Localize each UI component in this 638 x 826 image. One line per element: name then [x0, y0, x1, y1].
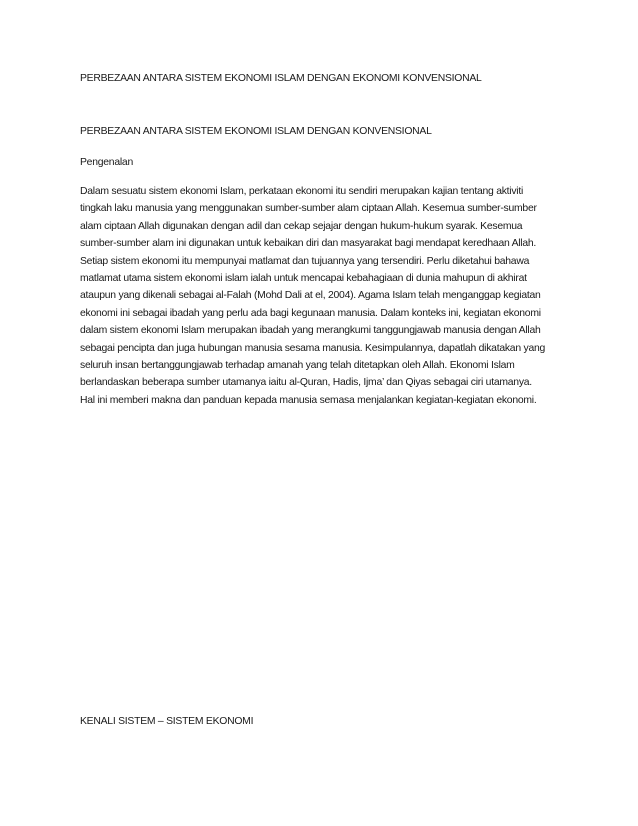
paragraph-line: ataupun yang dikenali sebagai al-Falah (Mohd Dali at el, 2004). Agama Islam telah menganggap kegiatan	[80, 290, 541, 302]
section-heading-pengenalan: Pengenalan	[80, 157, 133, 168]
paragraph-line: Setiap sistem ekonomi itu mempunyai matlamat dan tujuannya yang tersendiri. Perlu diketahui bahawa	[80, 255, 530, 267]
paragraph-line: dalam sistem ekonomi Islam merupakan ibadah yang merangkumi tanggungjawab manusia dengan Allah	[80, 325, 541, 337]
section-heading-kenali-sistem: KENALI SISTEM – SISTEM EKONOMI	[80, 716, 254, 727]
paragraph-line: matlamat utama sistem ekonomi islam ialah untuk mencapai kebahagiaan di dunia mahupun di akhirat	[80, 272, 527, 284]
paragraph-line: ekonomi ini sebagai ibadah yang perlu ada bagi kegunaan manusia. Dalam konteks ini, kegiatan ekonomi	[80, 307, 541, 319]
document-title: PERBEZAAN ANTARA SISTEM EKONOMI ISLAM DENGAN EKONOMI KONVENSIONAL	[80, 73, 482, 84]
paragraph-line: sebagai pencipta dan juga hubungan manusia sesama manusia. Kesimpulannya, dapatlah dikatakan yang	[80, 342, 546, 354]
paragraph-line: Hal ini memberi makna dan panduan kepada manusia semasa menjalankan kegiatan-kegiatan ekonomi.	[80, 394, 537, 406]
paragraph-line: Dalam sesuatu sistem ekonomi Islam, perkataan ekonomi itu sendiri merupakan kajian tentang aktiviti	[80, 186, 524, 197]
paragraph-line: seluruh insan bertanggungjawab terhadap amanah yang telah ditetapkan oleh Allah. Ekonomi Islam	[80, 359, 515, 371]
paragraph-line: alam ciptaan Allah digunakan dengan adil dan cekap sejajar dengan hukum-hukum syarak. Kesemua	[80, 220, 523, 232]
paragraph-line: sumber-sumber alam ini digunakan untuk kebaikan diri dan masyarakat bagi mendapat keredhaan Allah.	[80, 238, 537, 250]
document-subtitle: PERBEZAAN ANTARA SISTEM EKONOMI ISLAM DENGAN KONVENSIONAL	[80, 126, 432, 137]
paragraph-line: berlandaskan beberapa sumber utamanya iaitu al-Quran, Hadis, Ijma’ dan Qiyas sebagai ciri utamanya.	[80, 377, 532, 389]
paragraph-line: tingkah laku manusia yang menggunakan sumber-sumber alam ciptaan Allah. Kesemua sumber-sumber	[80, 203, 537, 215]
introduction-paragraph	[80, 183, 580, 409]
